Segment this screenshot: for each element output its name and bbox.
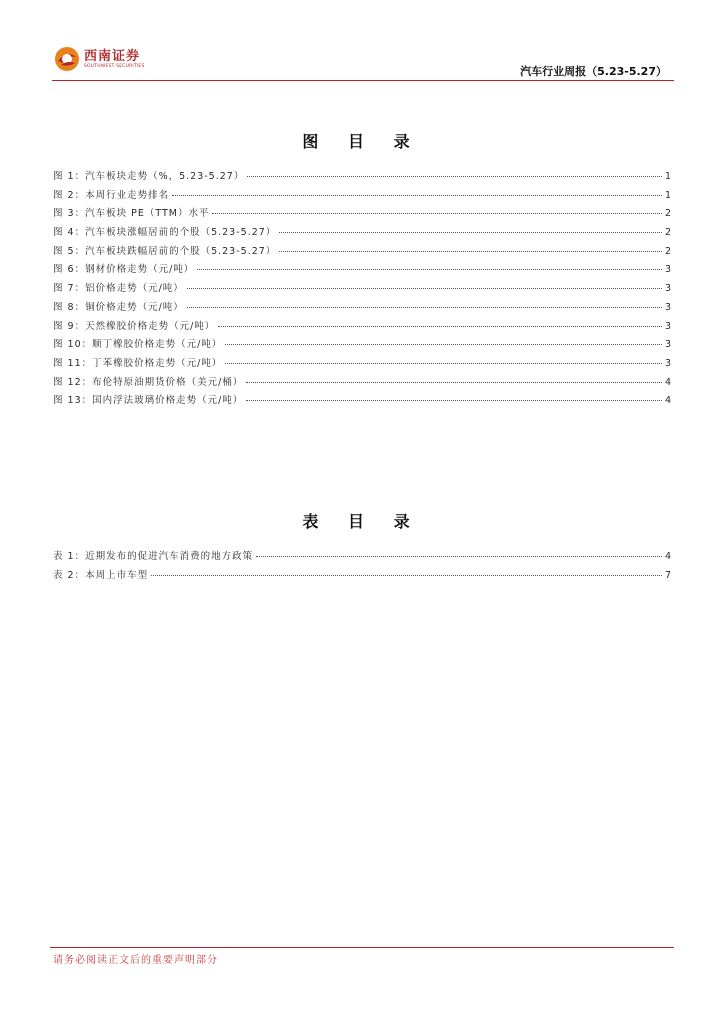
toc-entry-page: 7: [664, 569, 671, 581]
toc-entry[interactable]: [53, 374, 671, 393]
toc-entry-label: 图 6：钢材价格走势（元/吨）: [53, 264, 195, 276]
footer-divider: [50, 947, 674, 948]
toc-leader-dots: [187, 288, 662, 289]
toc-entry[interactable]: [53, 336, 671, 355]
toc-leader-dots: [151, 575, 662, 576]
toc-entry-label: 图 2：本周行业走势排名: [53, 189, 170, 201]
toc-leader-dots: [225, 363, 662, 364]
toc-entry-page: 3: [664, 301, 671, 313]
toc-entry-label: 表 1：近期发布的促进汽车消费的地方政策: [53, 551, 254, 562]
toc-entry-page: 1: [664, 189, 671, 201]
tables-toc-heading: 表 目 录: [302, 512, 422, 531]
toc-entry-page: 3: [664, 357, 671, 369]
toc-entry[interactable]: [53, 224, 671, 243]
brand-logo: [54, 44, 145, 74]
toc-entry-label: 表 2：本周上市车型: [53, 569, 149, 581]
toc-entry-page: 3: [664, 264, 671, 276]
toc-entry-page: 4: [664, 551, 671, 562]
toc-leader-dots: [172, 195, 662, 196]
toc-entry-label: 图 12：布伦特原油期货价格（美元/桶）: [53, 376, 244, 388]
toc-entry-page: 2: [664, 245, 671, 257]
toc-leader-dots: [246, 382, 662, 383]
header-divider: [52, 80, 674, 81]
toc-entry-label: 图 5：汽车板块跌幅居前的个股（5.23-5.27）: [53, 245, 277, 257]
toc-entry[interactable]: [53, 243, 671, 262]
toc-leader-dots: [212, 213, 662, 214]
logo-english-name: SOUTHWEST SECURITIES: [84, 63, 145, 69]
toc-entry[interactable]: [53, 187, 671, 206]
toc-entry-page: 3: [664, 339, 671, 351]
toc-entry-page: 4: [664, 395, 671, 407]
toc-entry-page: 1: [664, 171, 671, 182]
toc-leader-dots: [218, 326, 662, 327]
toc-entry-label: 图 9：天然橡胶价格走势（元/吨）: [53, 320, 216, 332]
toc-entry-page: 2: [664, 208, 671, 220]
toc-leader-dots: [187, 307, 662, 308]
toc-entry[interactable]: [53, 261, 671, 280]
toc-leader-dots: [279, 232, 662, 233]
toc-leader-dots: [247, 176, 662, 177]
toc-entry[interactable]: [53, 392, 671, 411]
toc-entry[interactable]: [53, 205, 671, 224]
toc-leader-dots: [279, 251, 662, 252]
toc-entry[interactable]: [53, 318, 671, 337]
toc-entry-label: 图 10：顺丁橡胶价格走势（元/吨）: [53, 339, 223, 351]
footer-disclaimer: 请务必阅读正文后的重要声明部分: [53, 955, 218, 966]
toc-entry-page: 3: [664, 283, 671, 295]
report-title: 汽车行业周报（5.23-5.27）: [520, 65, 667, 78]
logo-chinese-name: 西南证券: [84, 48, 141, 64]
toc-leader-dots: [225, 344, 662, 345]
toc-entry-label: 图 13：国内浮法玻璃价格走势（元/吨）: [53, 395, 244, 407]
toc-entry-page: 4: [664, 376, 671, 388]
toc-entry-page: 2: [664, 227, 671, 239]
toc-entry[interactable]: [53, 355, 671, 374]
toc-entry-label: 图 11：丁苯橡胶价格走势（元/吨）: [53, 357, 223, 369]
toc-entry-label: 图 3：汽车板块 PE（TTM）水平: [53, 208, 210, 220]
toc-entry[interactable]: [53, 548, 671, 567]
figures-toc-list: [53, 168, 671, 411]
toc-leader-dots: [246, 400, 662, 401]
toc-entry-label: 图 8：铜价格走势（元/吨）: [53, 301, 184, 313]
logo-emblem-icon: [54, 46, 80, 72]
toc-leader-dots: [197, 269, 662, 270]
toc-entry[interactable]: [53, 168, 671, 187]
toc-entry-label: 图 1：汽车板块走势（%，5.23-5.27）: [53, 171, 245, 182]
toc-entry-label: 图 7：铝价格走势（元/吨）: [53, 283, 184, 295]
toc-leader-dots: [256, 556, 662, 557]
toc-entry-label: 图 4：汽车板块涨幅居前的个股（5.23-5.27）: [53, 227, 277, 239]
tables-toc-list: [53, 548, 671, 585]
figures-toc-heading: 图 目 录: [302, 132, 422, 151]
toc-entry[interactable]: [53, 280, 671, 299]
toc-entry-page: 3: [664, 320, 671, 332]
toc-entry[interactable]: [53, 567, 671, 586]
toc-entry[interactable]: [53, 299, 671, 318]
